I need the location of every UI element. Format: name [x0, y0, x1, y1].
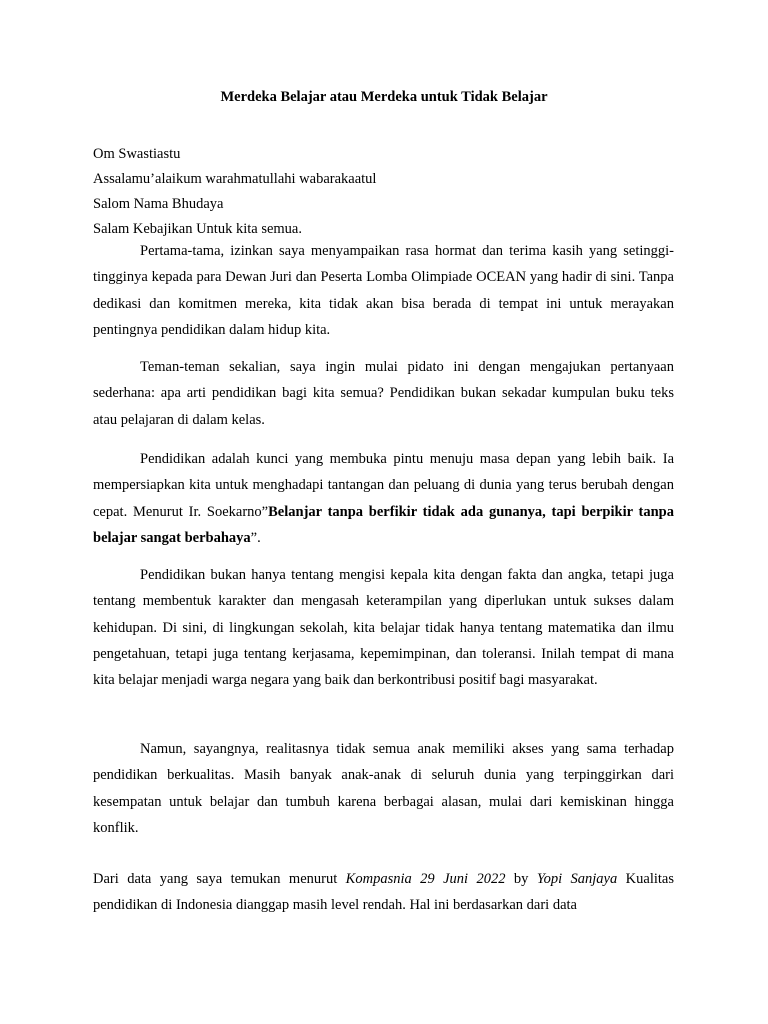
paragraph-character: Pendidikan bukan hanya tentang mengisi kepala kita dengan fakta dan angka, tetapi juga tentang membentuk karakter dan mengasah keterampilan yang diperlukan untuk sukses dalam kehidupan. Di sini, di lingkungan sekolah, kita belajar tidak hanya tentang matematika dan ilmu pengetahuan, tetapi juga tentang kerjasama, kepemimpinan, dan toleransi. Inilah tempat di mana kita belajar menjadi warga negara yang baik dan berkontribusi positif bagi masyarakat.	[93, 567, 674, 689]
paragraph-opening: Pertama-tama, izinkan saya menyampaikan rasa hormat dan terima kasih yang setinggi-tingginya kepada para Dewan Juri dan Peserta Lomba Olimpiade OCEAN yang hadir di sini. Tanpa dedikasi dan komitmen mereka, kita tidak akan bisa berada di tempat ini untuk merayakan pentingnya pendidikan dalam hidup kita.	[93, 243, 674, 338]
source-citation: Kompasnia 29 Juni 2022	[345, 871, 506, 887]
greeting-line: Assalamu’alaikum warahmatullahi wabarakaatul	[93, 171, 377, 187]
document-title: Merdeka Belajar atau Merdeka untuk Tidak Belajar	[220, 89, 548, 105]
paragraph-text: Pendidikan adalah kunci yang membuka pintu menuju masa depan yang lebih baik. Ia mempersiapkan kita untuk menghadapi tantangan dan peluang di dunia yang terus berubah dengan cepat. Menurut Ir. Soekarno”	[93, 451, 674, 520]
soekarno-quote: Belanjar tanpa berfikir tidak ada gunanya, tapi berpikir tanpa belajar sangat berbahaya	[93, 503, 674, 546]
paragraph-text: by	[505, 871, 537, 887]
paragraph-text: ”.	[250, 529, 261, 546]
author-citation: Yopi Sanjaya	[536, 871, 618, 887]
paragraph-access: Namun, sayangnya, realitasnya tidak semua anak memiliki akses yang sama terhadap pendidikan berkualitas. Masih banyak anak-anak di seluruh dunia yang terpinggirkan dari kesempatan untuk belajar dan tumbuh karena berbagai alasan, mulai dari kemiskinan hingga konflik.	[93, 741, 674, 836]
greeting-line: Salam Kebajikan Untuk kita semua.	[93, 221, 302, 237]
greeting-line: Salom Nama Bhudaya	[93, 196, 224, 212]
greetings-block	[93, 142, 674, 242]
greeting-line: Om Swastiastu	[93, 146, 181, 162]
paragraph-question: Teman-teman sekalian, saya ingin mulai pidato ini dengan mengajukan pertanyaan sederhana: apa arti pendidikan bagi kita semua? Pendidikan bukan sekadar kumpulan buku teks atau pelajaran di dalam kelas.	[93, 359, 674, 428]
paragraph-text: Kualitas pendidikan di Indonesia dianggap masih level rendah. Hal ini berdasarkan dari data	[93, 871, 674, 914]
paragraph-data-source	[93, 866, 674, 919]
paragraph-text: Dari data yang saya temukan menurut	[93, 871, 346, 887]
paragraph-soekarno-quote	[93, 446, 674, 551]
